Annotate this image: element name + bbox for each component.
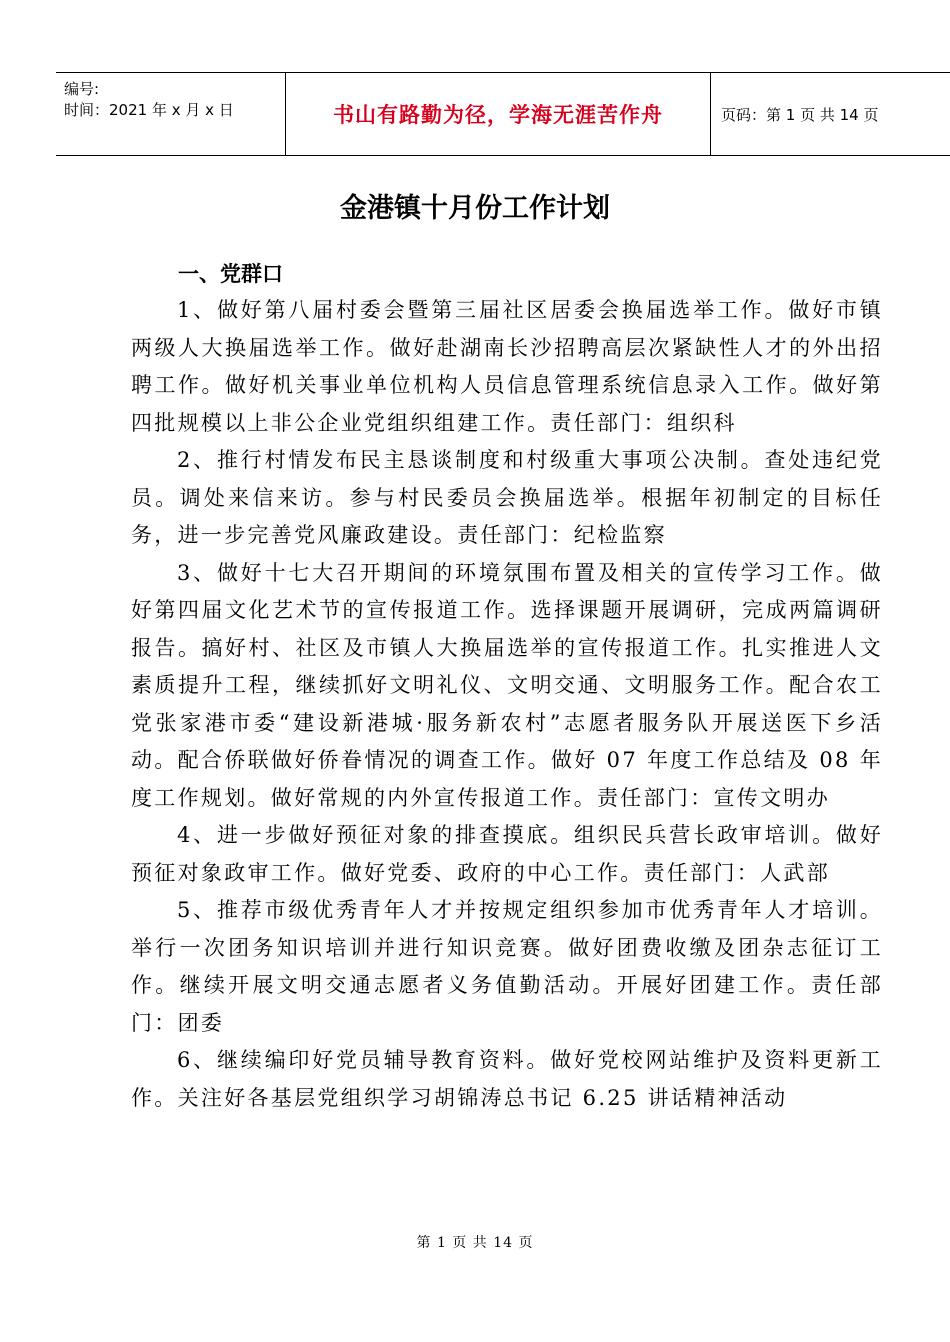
paragraph-2: 2、推行村情发布民主恳谈制度和村级重大事项公决制。查处违纪党员。调处来信来访。参与村民委员会换届选举。根据年初制定的目标任务，进一步完善党风廉政建设。责任部门：纪检监察 (131, 448, 883, 547)
paragraph-1: 1、做好第八届村委会暨第三届社区居委会换届选举工作。做好市镇两级人大换届选举工作。做好赴湖南长沙招聘高层次紧缺性人才的外出招聘工作。做好机关事业单位机构人员信息管理系统信息录入工作。做好第四批规模以上非公企业党组织组建工作。责任部门：组织科 (131, 298, 883, 435)
time-label: 时间：2021 年 x 月 x 日 (64, 101, 234, 119)
paragraph-3: 3、做好十七大召开期间的环境氛围布置及相关的宣传学习工作。做好第四届文化艺术节的宣传报道工作。选择课题开展调研，完成两篇调研报告。搞好村、社区及市镇人大换届选举的宣传报道工作。扎实推进人文素质提升工程，继续抓好文明礼仪、文明交通、文明服务工作。配合农工党张家港市委“建设新港城·服务新农村”志愿者服务队开展送医下乡活动。配合侨联做好侨眷情况的调查工作。做好 07 年度工作总结及 08 年度工作规划。做好常规的内外宣传报道工作。责任部门：宣传文明办 (131, 560, 883, 810)
document-header (56, 72, 950, 156)
paragraph-6: 6、继续编印好党员辅导教育资料。做好党校网站维护及资料更新工作。关注好各基层党组织学习胡锦涛总书记 6.25 讲话精神活动 (131, 1048, 883, 1110)
header-page-info (711, 73, 950, 155)
page-footer: 第 1 页 共 14 页 (416, 1235, 534, 1251)
motto-text: 书山有路勤为径，学海无涯苦作舟 (333, 103, 663, 127)
header-meta (56, 73, 285, 155)
header-motto-cell (285, 73, 711, 155)
paragraph-5: 5、推荐市级优秀青年人才并按规定组织参加市优秀青年人才培训。举行一次团务知识培训并进行知识竞赛。做好团费收缴及团杂志征订工作。继续开展文明交通志愿者义务值勤活动。开展好团建工作。责任部门：团委 (131, 898, 883, 1035)
paragraph-4: 4、进一步做好预征对象的排查摸底。组织民兵营长政审培训。做好预征对象政审工作。做好党委、政府的中心工作。责任部门：人武部 (131, 823, 883, 885)
number-label: 编号: (64, 80, 100, 98)
document-title: 金港镇十月份工作计划 (340, 193, 610, 224)
section-heading: 一、党群口 (178, 262, 283, 286)
document-body (131, 256, 883, 1117)
page-info-text: 页码：第 1 页 共 14 页 (721, 105, 879, 124)
